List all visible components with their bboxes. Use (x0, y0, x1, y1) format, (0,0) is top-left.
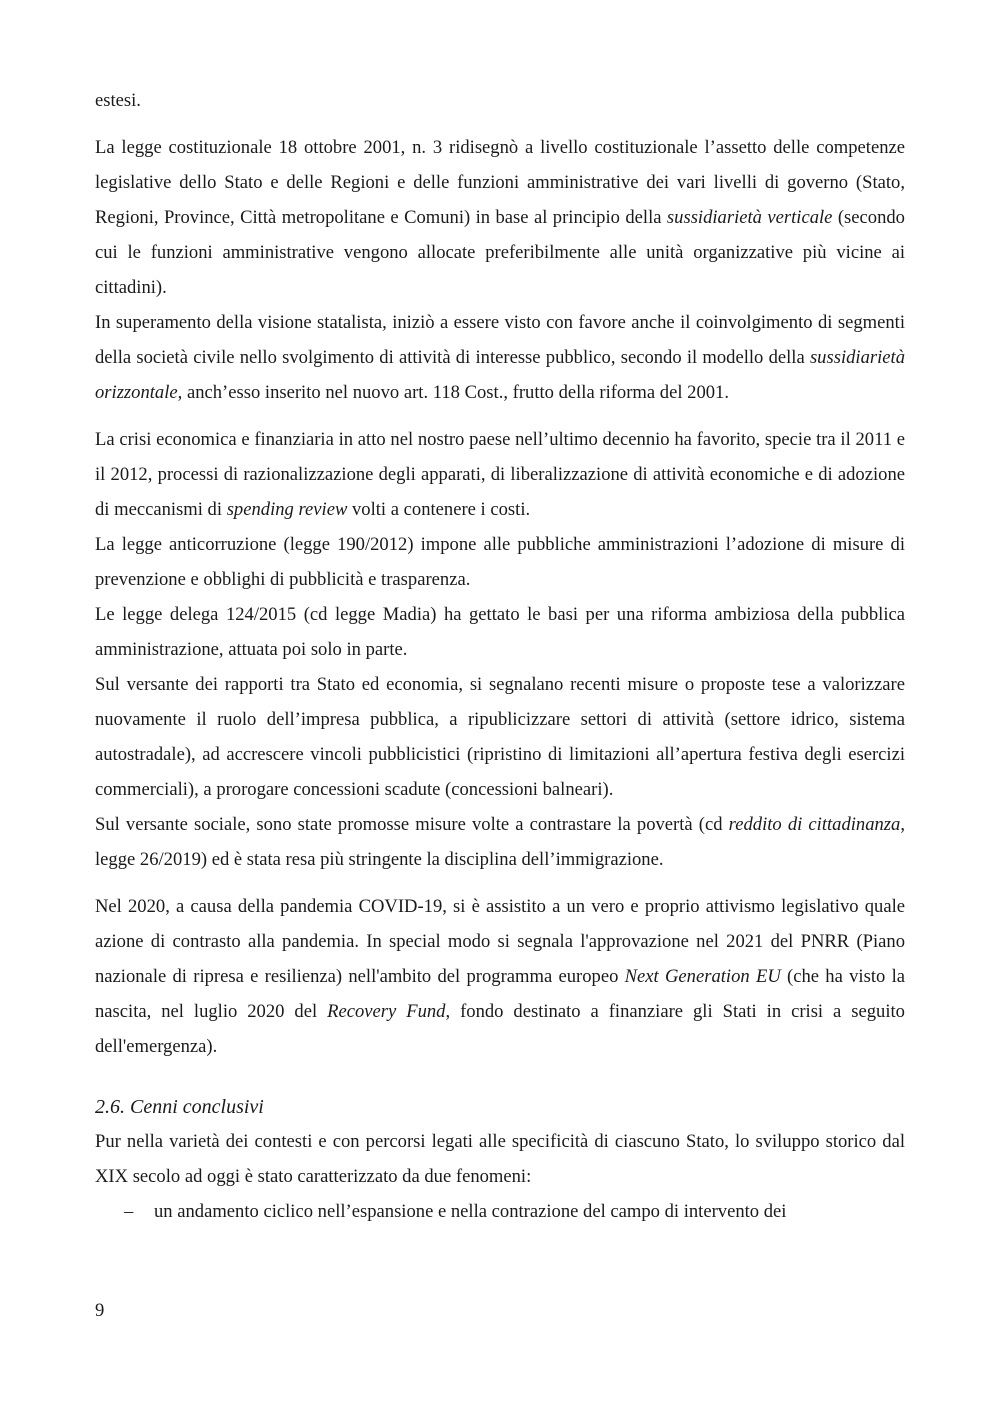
text: La legge anticorruzione (legge 190/2012) impone alle pubbliche amministrazioni l’adozione di misure di prevenzione e obblighi di pubblicità e trasparenza. (95, 534, 905, 590)
paragraph (95, 1124, 905, 1194)
paragraph (95, 130, 905, 305)
paragraph (95, 667, 905, 807)
text: Pur nella varietà dei contesti e con percorsi legati alle specificità di ciascuno Stato, lo sviluppo storico dal XIX secolo ad oggi è stato caratterizzato da due fenomeni: (95, 1131, 905, 1187)
page-number: 9 (95, 1300, 105, 1321)
text: (che ha visto la nascita, nel luglio 2020 del (95, 966, 905, 1022)
list-item (95, 1194, 905, 1229)
text: Sul versante dei rapporti tra Stato ed economia, si segnalano recenti misure o proposte tese a valorizzare nuovamente il ruolo dell’impresa pubblica, a ripublicizzare settori di attività (settore idrico, sistema autostradale), ad accrescere vincoli pubblicistici (ripristino di limitazioni all’apertura festiva degli esercizi commerciali), a prorogare concessioni scadute (concessioni balneari). (95, 674, 905, 800)
text: La crisi economica e finanziaria in atto nel nostro paese nell’ultimo decennio ha favorito, specie tra il 2011 e il 2012, processi di razionalizzazione degli apparati, di liberalizzazione di attività economiche e di adozione di meccanismi di (95, 429, 905, 520)
section-heading: 2.6. Cenni conclusivi (95, 1096, 264, 1118)
paragraph (95, 305, 905, 410)
text: , legge 26/2019) ed è stata resa più stringente la disciplina dell’immigrazione. (95, 814, 906, 870)
paragraph (95, 889, 905, 1064)
paragraph (95, 422, 905, 527)
italic-term: reddito di cittadinanza (728, 814, 901, 835)
text: Nel 2020, a causa della pandemia COVID-19, si è assistito a un vero e proprio attivismo legislativo quale azione di contrasto alla pandemia. In special modo si segnala l'approvazione nel 2021 del PNRR (Piano nazionale di ripresa e resilienza) nell'ambito del programma europeo (95, 896, 905, 987)
text: volti a contenere i costi. (347, 499, 531, 520)
paragraph (95, 807, 905, 877)
italic-term: sussidiarietà orizzontale (95, 347, 905, 403)
text: , anch’esso inserito nel nuovo art. 118 Cost., frutto della riforma del 2001. (177, 382, 729, 403)
paragraph (95, 597, 905, 667)
text: In superamento della visione statalista, iniziò a essere visto con favore anche il coinvolgimento di segmenti della società civile nello svolgimento di attività di interesse pubblico, secondo il modello della (95, 312, 905, 368)
text: un andamento ciclico nell’espansione e nella contrazione del campo di intervento dei (154, 1201, 787, 1222)
text: estesi. (95, 90, 141, 111)
italic-term: Next Generation EU (624, 966, 781, 987)
text: Le legge delega 124/2015 (cd legge Madia) ha gettato le basi per una riforma ambiziosa della pubblica amministrazione, attuata poi solo in parte. (95, 604, 905, 660)
italic-term: Recovery Fund (327, 1001, 446, 1022)
text: La legge costituzionale 18 ottobre 2001, n. 3 ridisegnò a livello costituzionale l’assetto delle competenze legislative dello Stato e delle Regioni e delle funzioni amministrative dei vari livelli di governo (Stato, Regioni, Province, Città metropolitane e Comuni) in base al principio della (95, 137, 905, 228)
text: , fondo destinato a finanziare gli Stati in crisi a seguito dell'emergenza). (95, 1001, 905, 1057)
page-body (95, 83, 905, 1229)
dash-bullet: – (124, 1201, 134, 1222)
paragraph (95, 527, 905, 597)
italic-term: sussidiarietà verticale (666, 207, 833, 228)
paragraph (95, 83, 905, 118)
text: Sul versante sociale, sono state promosse misure volte a contrastare la povertà (cd (95, 814, 729, 835)
text: (secondo cui le funzioni amministrative vengono allocate preferibilmente alle unità organizzative più vicine ai cittadini). (95, 207, 905, 298)
italic-term: spending review (226, 499, 348, 520)
